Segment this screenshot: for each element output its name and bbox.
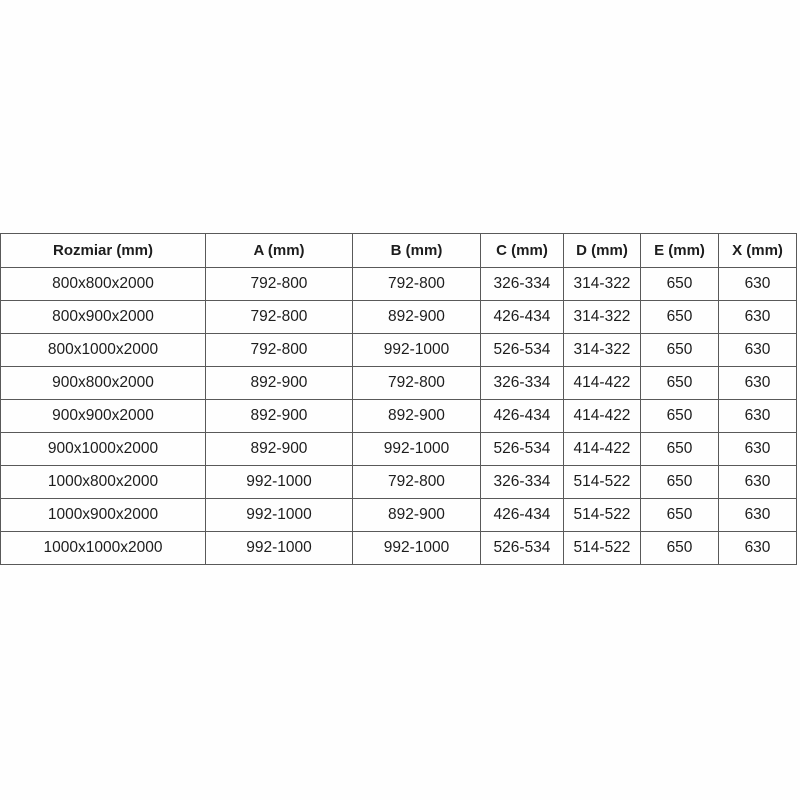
cell-a: 892-900 (206, 367, 353, 400)
cell-d: 414-422 (564, 367, 641, 400)
table-row (1, 334, 797, 367)
table-row (1, 301, 797, 334)
cell-d: 414-422 (564, 433, 641, 466)
col-header-e: E (mm) (641, 234, 719, 268)
cell-e: 650 (641, 268, 719, 301)
cell-a: 792-800 (206, 301, 353, 334)
cell-b: 992-1000 (353, 334, 481, 367)
cell-e: 650 (641, 367, 719, 400)
cell-rozmiar: 1000x1000x2000 (1, 532, 206, 565)
cell-c: 526-534 (481, 433, 564, 466)
cell-a: 892-900 (206, 433, 353, 466)
cell-b: 992-1000 (353, 433, 481, 466)
cell-rozmiar: 800x800x2000 (1, 268, 206, 301)
cell-x: 630 (719, 532, 797, 565)
table-row (1, 367, 797, 400)
cell-x: 630 (719, 400, 797, 433)
cell-d: 514-522 (564, 499, 641, 532)
col-header-b: B (mm) (353, 234, 481, 268)
cell-c: 326-334 (481, 367, 564, 400)
cell-c: 426-434 (481, 499, 564, 532)
cell-x: 630 (719, 433, 797, 466)
table-row (1, 532, 797, 565)
cell-x: 630 (719, 301, 797, 334)
cell-a: 792-800 (206, 334, 353, 367)
cell-b: 892-900 (353, 400, 481, 433)
cell-rozmiar: 800x1000x2000 (1, 334, 206, 367)
cell-a: 992-1000 (206, 466, 353, 499)
cell-c: 326-334 (481, 268, 564, 301)
cell-e: 650 (641, 400, 719, 433)
table-row (1, 268, 797, 301)
cell-d: 314-322 (564, 334, 641, 367)
cell-a: 992-1000 (206, 532, 353, 565)
cell-a: 792-800 (206, 268, 353, 301)
cell-e: 650 (641, 466, 719, 499)
table-row (1, 400, 797, 433)
cell-e: 650 (641, 532, 719, 565)
table-row (1, 499, 797, 532)
cell-d: 514-522 (564, 466, 641, 499)
col-header-d: D (mm) (564, 234, 641, 268)
cell-d: 314-322 (564, 268, 641, 301)
col-header-x: X (mm) (719, 234, 797, 268)
cell-b: 892-900 (353, 499, 481, 532)
cell-e: 650 (641, 433, 719, 466)
cell-b: 792-800 (353, 466, 481, 499)
cell-rozmiar: 900x800x2000 (1, 367, 206, 400)
cell-b: 792-800 (353, 367, 481, 400)
cell-c: 526-534 (481, 334, 564, 367)
cell-c: 426-434 (481, 400, 564, 433)
cell-c: 426-434 (481, 301, 564, 334)
cell-a: 992-1000 (206, 499, 353, 532)
cell-rozmiar: 900x1000x2000 (1, 433, 206, 466)
cell-c: 526-534 (481, 532, 564, 565)
cell-e: 650 (641, 499, 719, 532)
cell-d: 514-522 (564, 532, 641, 565)
col-header-c: C (mm) (481, 234, 564, 268)
cell-e: 650 (641, 301, 719, 334)
table-row (1, 466, 797, 499)
cell-c: 326-334 (481, 466, 564, 499)
cell-a: 892-900 (206, 400, 353, 433)
cell-x: 630 (719, 466, 797, 499)
cell-x: 630 (719, 367, 797, 400)
cell-rozmiar: 1000x800x2000 (1, 466, 206, 499)
table-row (1, 433, 797, 466)
cell-x: 630 (719, 334, 797, 367)
cell-b: 792-800 (353, 268, 481, 301)
cell-b: 892-900 (353, 301, 481, 334)
cell-x: 630 (719, 499, 797, 532)
cell-rozmiar: 900x900x2000 (1, 400, 206, 433)
cell-d: 314-322 (564, 301, 641, 334)
header-row (1, 234, 797, 268)
col-header-a: A (mm) (206, 234, 353, 268)
cell-d: 414-422 (564, 400, 641, 433)
cell-b: 992-1000 (353, 532, 481, 565)
cell-rozmiar: 800x900x2000 (1, 301, 206, 334)
cell-x: 630 (719, 268, 797, 301)
dimensions-table (0, 233, 797, 565)
col-header-rozmiar: Rozmiar (mm) (1, 234, 206, 268)
cell-rozmiar: 1000x900x2000 (1, 499, 206, 532)
cell-e: 650 (641, 334, 719, 367)
